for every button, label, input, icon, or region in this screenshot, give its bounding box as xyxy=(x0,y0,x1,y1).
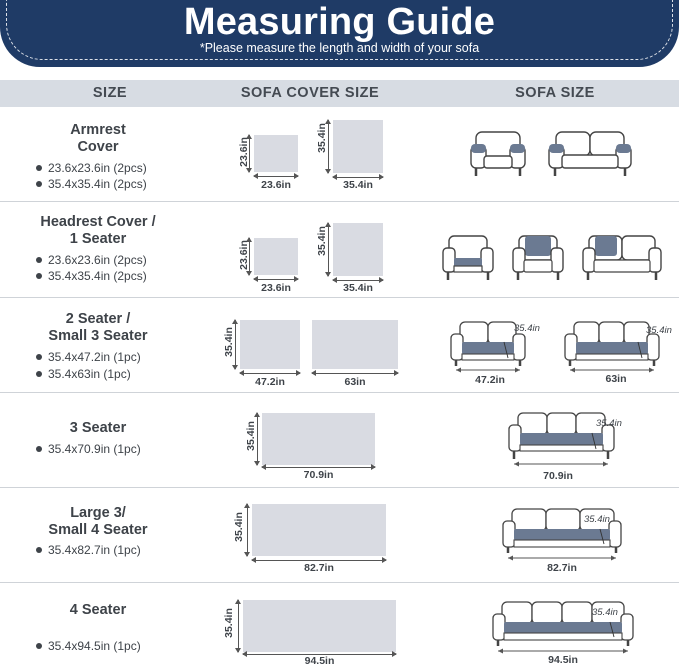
width-dimension-label: 70.9in xyxy=(303,469,334,481)
width-dimension-label: 94.5in xyxy=(548,654,578,666)
size-name-line: 3 Seater xyxy=(69,420,127,436)
height-dimension-arrow xyxy=(235,320,236,369)
height-dimension-label: 35.4in xyxy=(316,226,328,256)
height-dimension-arrow xyxy=(247,504,248,556)
size-bullet: 23.6x23.6in (2pcs) xyxy=(36,253,147,267)
size-bullet: 35.4x70.9in (1pc) xyxy=(36,442,141,456)
column-header-row xyxy=(0,80,679,107)
width-dimension-label: 47.2in xyxy=(255,376,285,388)
header-banner xyxy=(0,0,679,67)
size-name-line: Cover xyxy=(77,139,119,155)
size-bullet: 35.4x94.5in (1pc) xyxy=(36,639,141,653)
size-name-line: 2 Seater / xyxy=(65,311,131,327)
size-bullet: 35.4x82.7in (1pc) xyxy=(36,543,141,557)
width-dimension-arrow xyxy=(254,176,298,177)
row-divider xyxy=(0,392,679,393)
width-dimension-label: 23.6in xyxy=(261,282,291,294)
width-dimension-arrow xyxy=(333,177,383,178)
depth-dimension-label: 35.4in xyxy=(596,418,622,429)
size-name-line: Headrest Cover / xyxy=(40,214,156,230)
size-bullet: 35.4x63in (1pc) xyxy=(36,367,131,381)
width-dimension-arrow xyxy=(333,280,383,281)
depth-dimension-label: 35.4in xyxy=(584,514,610,525)
height-dimension-arrow xyxy=(328,120,329,173)
depth-dimension-label: 35.4in xyxy=(592,607,618,618)
loveseat-headrest-icon xyxy=(580,232,664,284)
cover-panel xyxy=(254,238,298,275)
width-dimension-label: 23.6in xyxy=(261,179,291,191)
width-dimension-arrow xyxy=(240,373,300,374)
height-dimension-arrow xyxy=(238,600,239,652)
width-dimension-arrow xyxy=(312,373,398,374)
row-divider xyxy=(0,201,679,202)
size-name-line: 4 Seater xyxy=(69,602,127,618)
width-dimension-label: 35.4in xyxy=(343,179,373,191)
width-dimension-label: 47.2in xyxy=(475,374,505,386)
row-divider xyxy=(0,487,679,488)
armchair-seat-icon xyxy=(440,232,496,284)
width-dimension-arrow xyxy=(262,467,375,468)
armchair-headrest-icon xyxy=(510,232,566,284)
size-bullet: 35.4x35.4in (2pcs) xyxy=(36,269,147,283)
width-dimension-label: 82.7in xyxy=(304,562,334,574)
size-name-line: Small 3 Seater xyxy=(48,328,148,344)
width-dimension-label: 63in xyxy=(344,376,366,388)
column-header-sofa-cover-size: SOFA COVER SIZE xyxy=(240,85,380,101)
depth-dimension-label: 35.4in xyxy=(646,325,672,336)
armchair-armrest-icon xyxy=(468,128,528,180)
width-dimension-label: 35.4in xyxy=(343,282,373,294)
width-dimension-label: 63in xyxy=(605,373,627,385)
cover-panel xyxy=(252,504,386,556)
loveseat-armrest-icon xyxy=(546,128,634,180)
height-dimension-label: 35.4in xyxy=(223,327,235,357)
cover-panel xyxy=(240,320,300,369)
cover-panel xyxy=(262,413,375,465)
cover-panel xyxy=(243,600,396,652)
size-bullet: 35.4x47.2in (1pc) xyxy=(36,350,141,364)
row-divider xyxy=(0,297,679,298)
width-dimension-label: 70.9in xyxy=(543,470,573,482)
height-dimension-arrow xyxy=(328,223,329,276)
height-dimension-label: 35.4in xyxy=(223,608,235,638)
column-header-sofa-size: SOFA SIZE xyxy=(515,85,595,101)
cover-panel xyxy=(333,120,383,173)
size-name-line: Large 3/ xyxy=(70,505,126,521)
size-bullet: 35.4x35.4in (2pcs) xyxy=(36,177,147,191)
height-dimension-label: 35.4in xyxy=(316,123,328,153)
height-dimension-arrow xyxy=(257,413,258,465)
height-dimension-label: 35.4in xyxy=(233,512,245,542)
width-dimension-label: 94.5in xyxy=(304,655,335,667)
width-dimension-arrow xyxy=(252,560,386,561)
width-dimension-label: 82.7in xyxy=(547,562,577,574)
size-name-line: Armrest xyxy=(70,122,126,138)
cover-panel xyxy=(254,135,298,172)
height-dimension-label: 35.4in xyxy=(245,421,257,451)
column-header-size: SIZE xyxy=(92,85,128,101)
page-subtitle: *Please measure the length and width of your sofa xyxy=(199,41,480,55)
size-bullet: 23.6x23.6in (2pcs) xyxy=(36,161,147,175)
page-title: Measuring Guide xyxy=(183,1,496,43)
size-name-line: Small 4 Seater xyxy=(48,522,148,538)
height-dimension-label: 23.6in xyxy=(238,137,250,167)
width-dimension-arrow xyxy=(254,279,298,280)
size-name-line: 1 Seater xyxy=(69,231,127,247)
height-dimension-label: 23.6in xyxy=(238,240,250,270)
cover-panel xyxy=(312,320,398,369)
cover-panel xyxy=(333,223,383,276)
depth-dimension-label: 35.4in xyxy=(514,323,540,334)
row-divider xyxy=(0,582,679,583)
